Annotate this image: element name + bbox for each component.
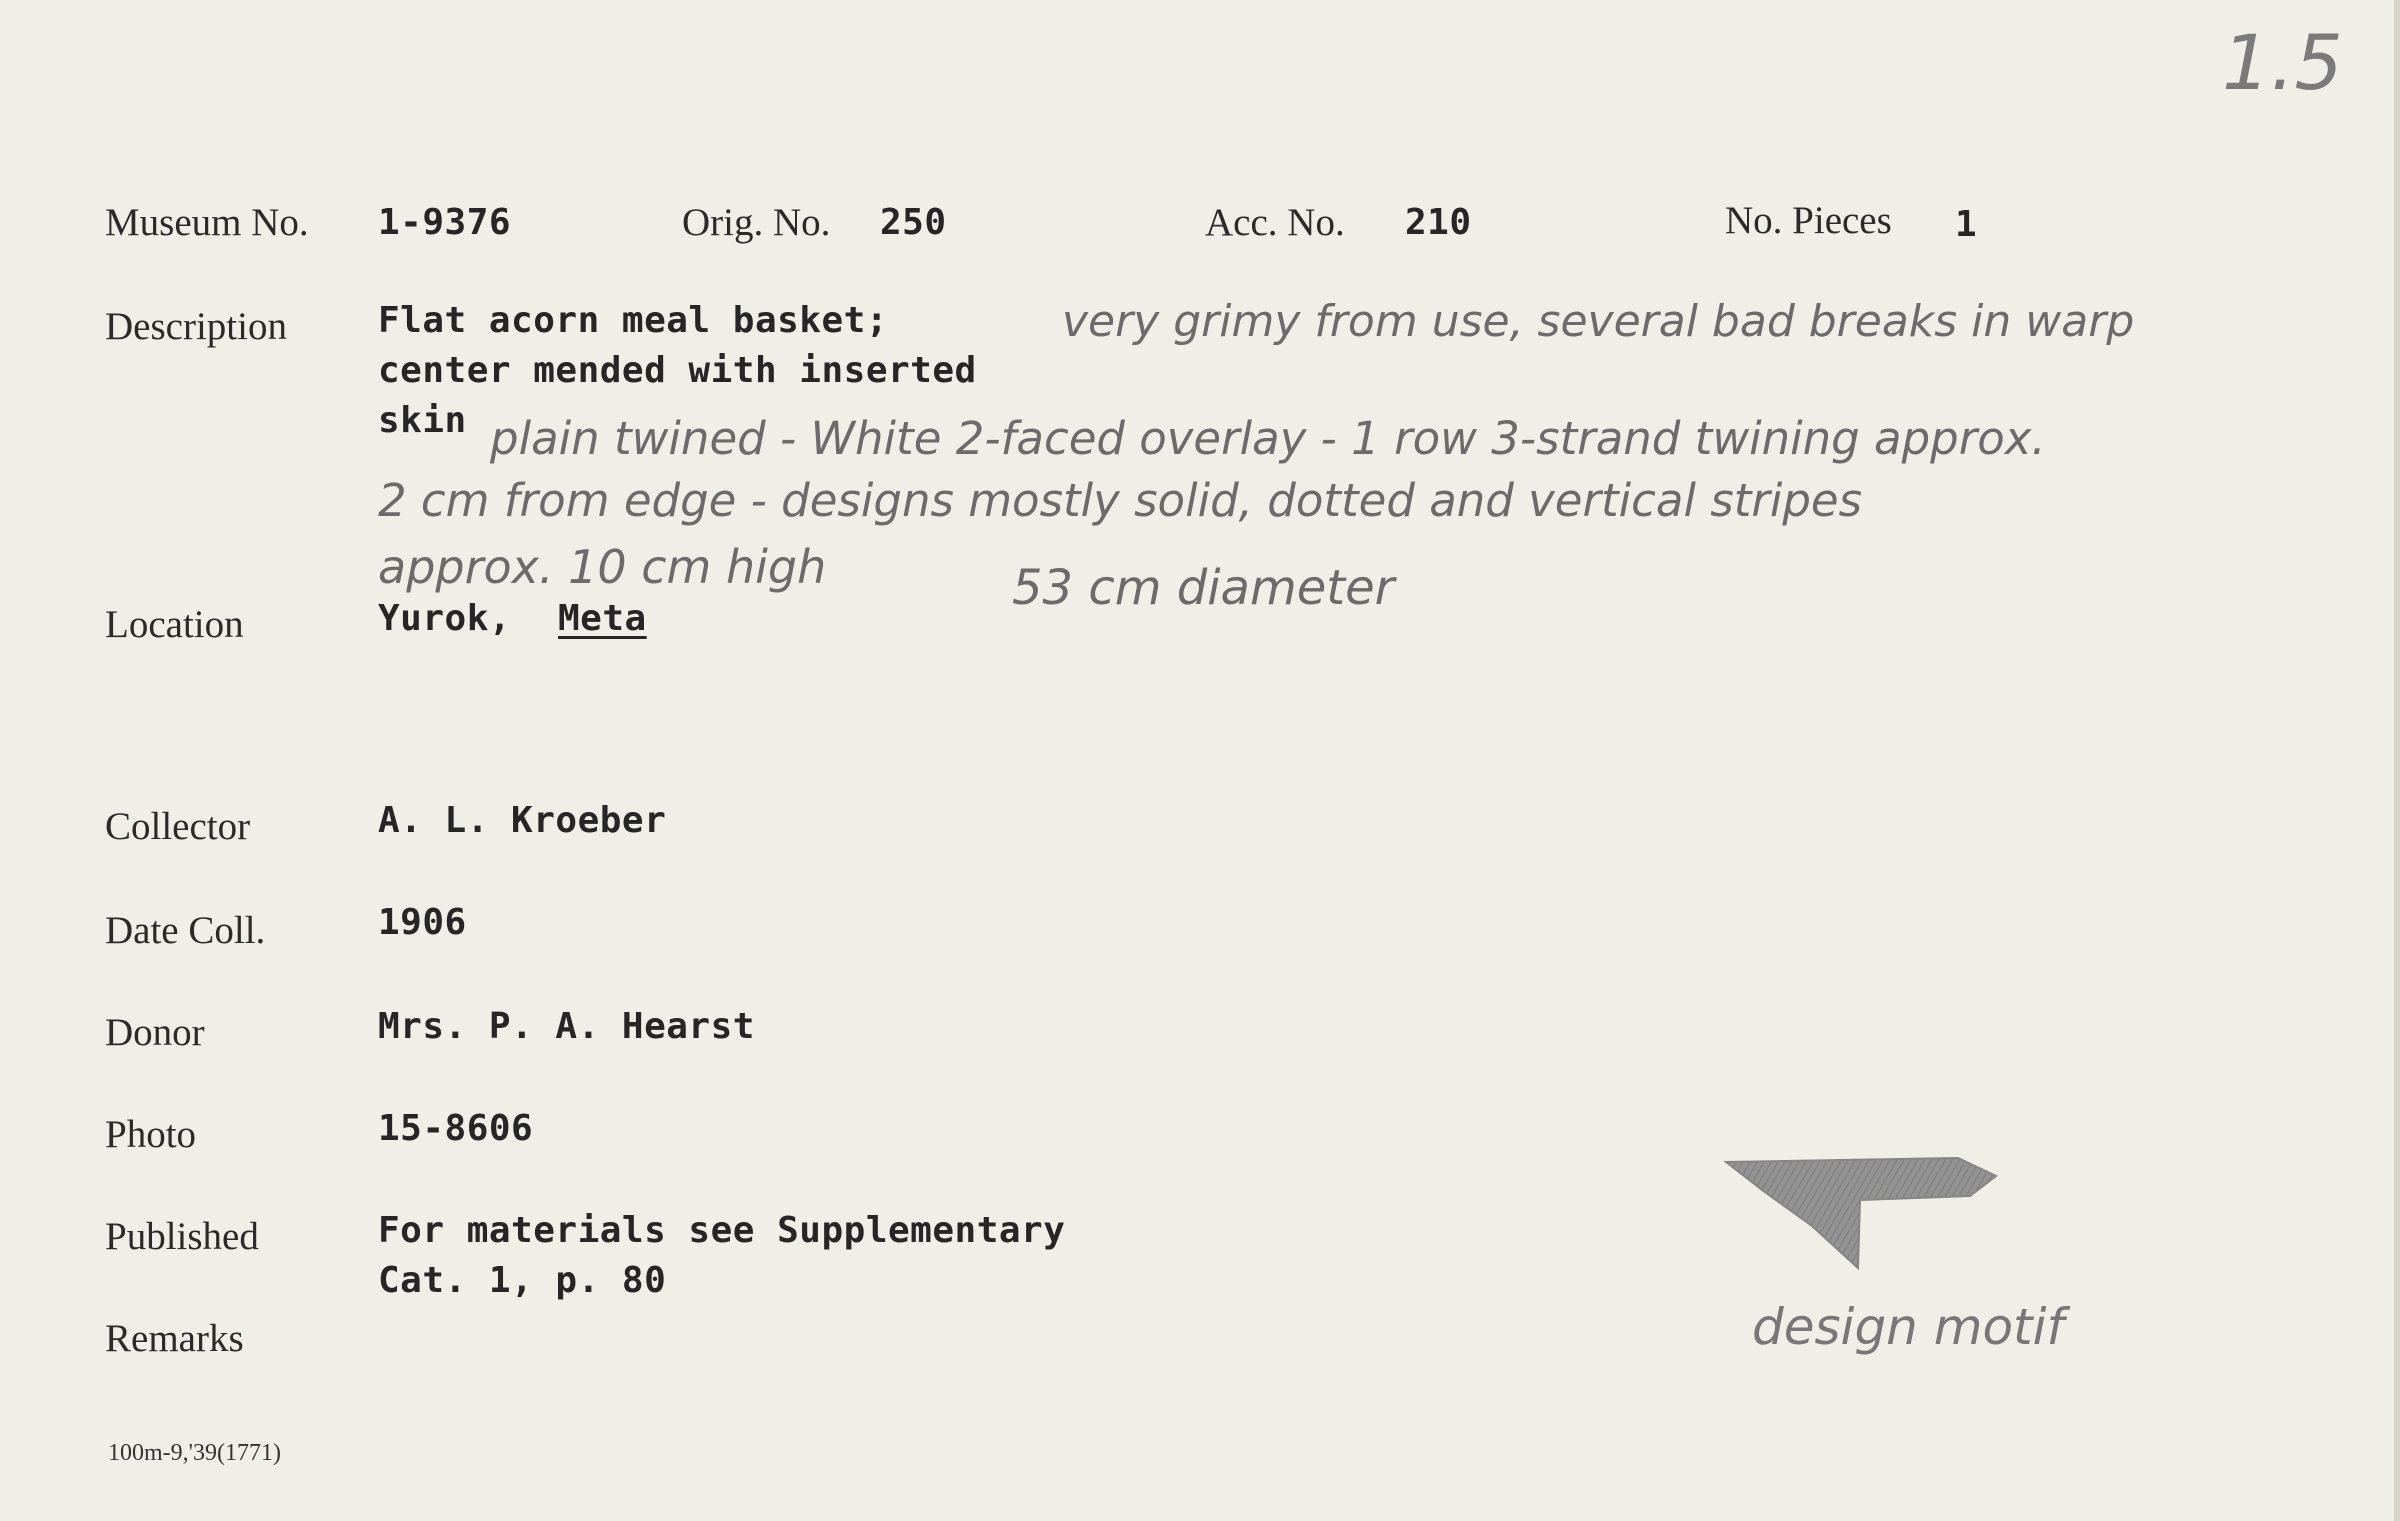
acc-no-label: Acc. No. — [1205, 201, 1345, 244]
published-label: Published — [105, 1215, 259, 1258]
description-label: Description — [105, 305, 287, 348]
orig-no-label: Orig. No. — [682, 201, 831, 244]
handwritten-note-5: 53 cm diameter — [1012, 560, 1395, 616]
handwritten-note-3: 2 cm from edge - designs mostly solid, dotted and vertical stripes — [378, 474, 1863, 527]
no-pieces-label: No. Pieces — [1725, 199, 1892, 242]
published-line-2: Cat. 1, p. 80 — [378, 1260, 667, 1301]
museum-no-value: 1-9376 — [378, 202, 512, 243]
collector-label: Collector — [105, 805, 251, 848]
description-line-2: center mended with inserted — [378, 350, 977, 391]
donor-label: Donor — [105, 1011, 205, 1054]
date-label: Date Coll. — [105, 909, 266, 952]
handwritten-note-4: approx. 10 cm high — [378, 540, 827, 594]
handwritten-note-1: very grimy from use, several bad breaks in warp — [1062, 296, 2135, 347]
form-code: 100m-9,'39(1771) — [108, 1440, 281, 1466]
published-line-1: For materials see Supplementary — [378, 1210, 1066, 1251]
corner-note: 1.5 — [2222, 18, 2343, 107]
design-motif-drawing — [1700, 1140, 2020, 1280]
description-line-1: Flat acorn meal basket; — [378, 300, 888, 341]
design-motif-caption: design motif — [1752, 1298, 2065, 1356]
remarks-label: Remarks — [105, 1317, 244, 1360]
orig-no-value: 250 — [880, 202, 947, 243]
collector-value: A. L. Kroeber — [378, 800, 667, 841]
location-label: Location — [105, 603, 244, 646]
museum-no-label: Museum No. — [105, 201, 309, 244]
no-pieces-value: 1 — [1955, 204, 1978, 245]
handwritten-note-2: plain twined - White 2-faced overlay - 1 row 3-strand twining approx. — [490, 412, 2046, 465]
description-line-3: skin — [378, 400, 467, 441]
photo-value: 15-8606 — [378, 1108, 534, 1149]
location-place: Meta — [558, 598, 647, 639]
location-tribe: Yurok, — [378, 598, 512, 639]
donor-value: Mrs. P. A. Hearst — [378, 1006, 755, 1047]
acc-no-value: 210 — [1405, 202, 1472, 243]
date-value: 1906 — [378, 902, 467, 943]
photo-label: Photo — [105, 1113, 197, 1156]
